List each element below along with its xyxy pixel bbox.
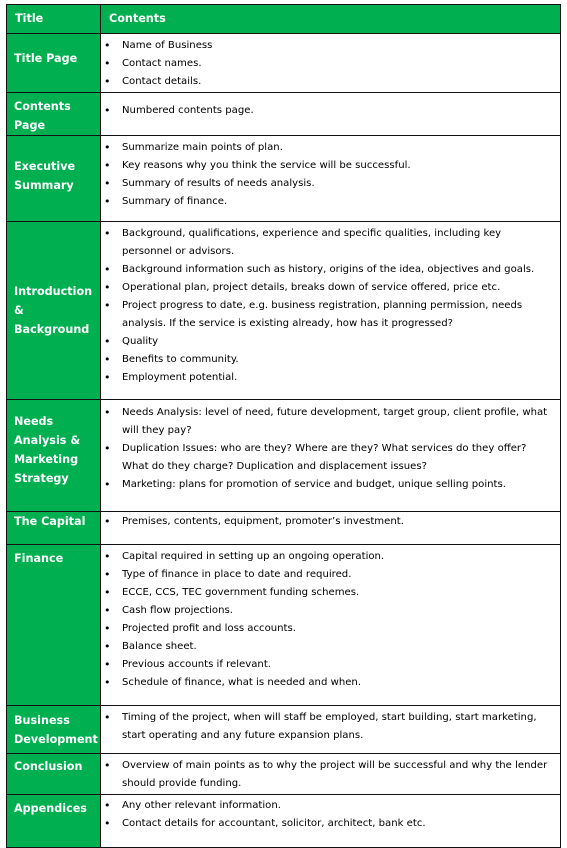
header-contents: Contents [101,5,561,34]
table-row [7,754,561,795]
table-row [7,512,561,545]
row-contents [101,512,561,545]
row-contents [101,545,561,706]
list-item: • Summarize main points of plan. [101,139,554,157]
bullet-list [101,404,560,494]
row-label: Title Page [7,34,101,93]
row-contents [101,222,561,400]
list-item: • Benefits to community. [101,351,554,369]
list-item: • Operational plan, project details, breaks down of service offered, price etc. [101,279,554,297]
bullet-list [101,102,560,120]
list-item: • ECCE, CCS, TEC government funding schemes. [101,584,554,602]
table-row [7,34,561,93]
list-item: • Background, qualifications, experience and specific qualities, including key personnel or advisors. [101,225,554,261]
table-row [7,136,561,222]
list-item: • Needs Analysis: level of need, future development, target group, client profile, what will they pay? [101,404,554,440]
list-item: • Projected profit and loss accounts. [101,620,554,638]
list-item: • Key reasons why you think the service will be successful. [101,157,554,175]
list-item: • Timing of the project, when will staff be employed, start building, start marketing, start operating and any future expansion plans. [101,709,554,745]
bullet-list [101,37,560,91]
row-contents [101,34,561,93]
bullet-list [101,139,560,211]
list-item: • Summary of results of needs analysis. [101,175,554,193]
table-row [7,93,561,136]
table-row [7,400,561,512]
list-item: • Name of Business [101,37,554,55]
bullet-list [101,797,560,833]
list-item: • Employment potential. [101,369,554,387]
row-label: Executive Summary [7,136,101,222]
row-label: The Capital [7,512,101,545]
list-item: • Balance sheet. [101,638,554,656]
row-label: Conclusion [7,754,101,795]
list-item: • Any other relevant information. [101,797,554,815]
row-label: Business Development [7,706,101,754]
list-item: • Duplication Issues: who are they? Where are they? What services do they offer? What do they charge? Duplication and displacement issues? [101,440,554,476]
row-contents [101,754,561,795]
row-contents [101,706,561,754]
table-row [7,222,561,400]
header-title: Title [7,5,101,34]
list-item: • Background information such as history, origins of the idea, objectives and goals. [101,261,554,279]
list-item: • Contact names. [101,55,554,73]
list-item: • Summary of finance. [101,193,554,211]
bullet-list [101,548,560,692]
row-label: Needs Analysis & Marketing Strategy [7,400,101,512]
row-label: Contents Page [7,93,101,136]
list-item: • Type of finance in place to date and required. [101,566,554,584]
list-item: • Cash flow projections. [101,602,554,620]
list-item: • Project progress to date, e.g. business registration, planning permission, needs analysis. If the service is existing already, how has it progressed? [101,297,554,333]
list-item: • Marketing: plans for promotion of service and budget, unique selling points. [101,476,554,494]
business-plan-table [6,4,561,848]
row-contents [101,795,561,848]
list-item: • Capital required in setting up an ongoing operation. [101,548,554,566]
list-item: • Premises, contents, equipment, promoter’s investment. [101,513,554,531]
bullet-list [101,225,560,387]
bullet-list [101,709,560,745]
bullet-list [101,513,560,531]
header-row [7,5,561,34]
table-row [7,795,561,848]
row-label: Appendices [7,795,101,848]
table-row [7,545,561,706]
list-item: • Quality [101,333,554,351]
table-row [7,706,561,754]
list-item: • Numbered contents page. [101,102,554,120]
list-item: • Contact details. [101,73,554,91]
row-label: Finance [7,545,101,706]
row-contents [101,400,561,512]
row-label: Introduction & Background [7,222,101,400]
list-item: • Previous accounts if relevant. [101,656,554,674]
list-item: • Contact details for accountant, solicitor, architect, bank etc. [101,815,554,833]
row-contents [101,136,561,222]
list-item: • Overview of main points as to why the project will be successful and why the lender should provide funding. [101,757,554,793]
row-contents [101,93,561,136]
bullet-list [101,757,560,793]
list-item: • Schedule of finance, what is needed and when. [101,674,554,692]
